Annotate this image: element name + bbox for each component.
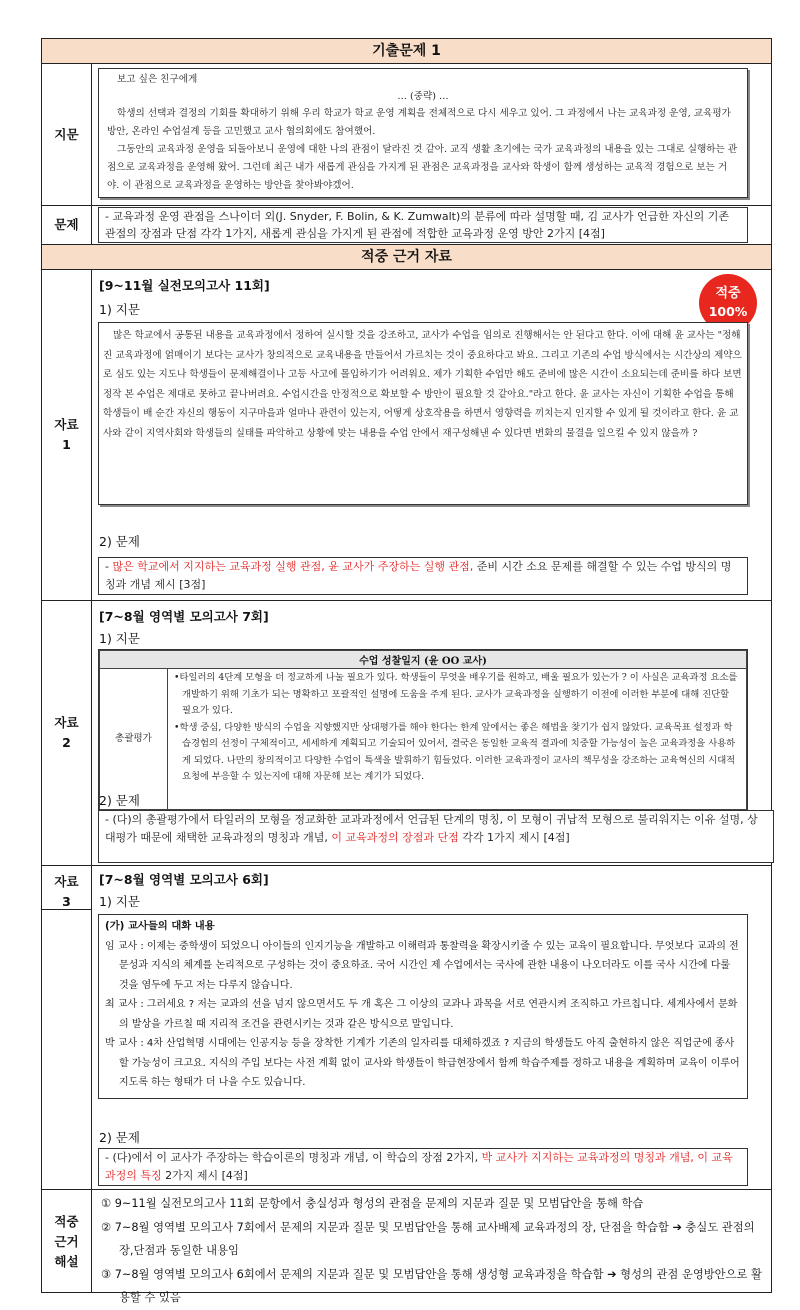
reference-1-label: 자료 1	[42, 270, 92, 600]
explanation-item-2: ② 7~8월 영역별 모의고사 7회에서 문제의 지문과 질문 및 모범답안을 통해 교사배제 교육과정의 장, 단점을 학습함 ➔ 충실도 관점의 장,단점과 동일한 내용임	[101, 1220, 755, 1257]
stamp-line-1: 적중	[715, 286, 741, 301]
explanation-label: 적중 근거 해설	[42, 1190, 92, 1293]
question-box: - 교육과정 운영 관점을 스나이더 외(J. Snyder, F. Bolin, & K. Zumwalt)의 분류에 따라 설명할 때, 김 교사가 언급한 자신의 기존 관점의 장점과 단점 각각 1가지, 새롭게 관심을 가지게 된 관점에 적합한 교육과정 운영 방안 2가지 [4점]	[98, 207, 748, 243]
stamp-line-2: 100%	[708, 304, 748, 319]
reference-3-label-spacer	[42, 910, 92, 1189]
dialogue-teacher-park: 박 교사 : 4차 산업혁명 시대에는 인공지능 등을 장착한 기계가 기존의 일자리를 대체하겠죠 ? 지금의 학생들도 아직 출현하지 않은 직업군에 종사할 가능성이 크고요. 지식의 주입 보다는 사전 계획 없이 교사와 학생들이 학급현장에서 함께 학습주제를 정하고 내용을 계획하며 교육이 이루어지도록 하는 형태가 더 나을 수도 있습니다.	[105, 1038, 740, 1088]
reference-2-label: 자료 2	[42, 601, 92, 865]
reflection-bullet-1: •타일러의 4단계 모형을 더 정교하게 나눌 필요가 있다. 학생들이 무엇을 배우기를 원하고, 배울 필요가 있는가 ? 이 사실은 교육과정 요소를 개발하기 위해 기초가 되는 명확하고 포괄적인 설명에 도움을 주게 된다. 교사가 교육과정을 실행하기 이전에 이러한 부분에 대해 진단할 필요가 있다.	[174, 672, 738, 716]
reference-1-question-rest: 준비 시간 소요 문제를 해결할 수 있는 수업 방식의 명칭과 개념 제시 [3점]	[105, 560, 732, 591]
reference-3-question-rest: 2가지 제시 [4점]	[161, 1169, 248, 1182]
reference-1-question-box	[98, 557, 748, 595]
reflection-log-table	[98, 649, 748, 811]
dialogue-teacher-lim: 임 교사 : 이제는 중학생이 되었으니 아이들의 인지기능을 개발하고 이해력과 통찰력을 확장시키줄 수 있는 교육이 필요합니다. 무엇보다 교과의 전문성과 지식의 체계를 논리적으로 구성하는 것이 중요하죠. 국어 시간인 제 수업에서는 국사에 관한 내용이 나오더라도 이를 국사 시간에 다룰 것을 염두에 두고 저는 다루지 않습니다.	[105, 940, 739, 991]
reference-2-question-highlight: 이 교육과정의 장점과 단점	[331, 830, 459, 844]
explanation-row	[42, 1190, 771, 1304]
reference-1-row	[42, 270, 771, 601]
dialogue-box	[98, 914, 748, 1099]
omission-mark: … (중략) …	[397, 91, 449, 102]
passage-label: 지문	[42, 64, 92, 205]
passage-row	[42, 64, 771, 206]
reference-1-question-heading: 2) 문제	[99, 534, 140, 549]
reference-3-question-main: - (다)에서 이 교사가 주장하는 학습이론의 명칭과 개념, 이 학습의 장점 2가지,	[105, 1151, 482, 1164]
reference-1-question-highlight: 많은 학교에서 지지하는 교육과정 실행 관점, 윤 교사가 주장하는 실행 관점,	[112, 560, 474, 573]
reference-1-passage-text: 많은 학교에서 공통된 내용을 교육과정에서 정하여 실시할 것을 강조하고, 교사가 수업을 임의로 진행해서는 안 된다고 한다. 이에 대해 윤 교사는 "정해진 교육과정에 얽매이기 보다는 교사가 창의적으로 교육내용을 만들어서 가르치는 것이 중요하다고 봐요. 그리고 기존의 수업 방식에서는 시간상의 제약으로 심도 있는 지도나 학생들이 문제해결이나 고등 사고에 몰입하기가 어려워요. 제가 기획한 수업만 해도 준비에 많은 시간이 소요되는데 준비를 하다 보면 정작 본 수업은 제대로 못하고 끝나버려요. 수업시간을 안정적으로 확보할 수 방안이 필요할 것 같아요."라고 한다. 윤 교사는 자신이 기획한 수업을 통해 학생들이 배 순간 자신의 행동이 지구마을과 얼마나 관련이 있는지, 어떻게 상호작용을 하면서 영향력을 끼치는지 인지할 수 있게 될 것이라고 한다. 윤 교사와 같이 지역사회와 학생들의 실태를 파악하고 상황에 맞는 내용을 수업 안에서 재구성해낸 수 있다면 변화의 물결을 일으킬 수 있지 않을까 ?	[103, 330, 742, 439]
question-row	[42, 206, 771, 245]
question-dash: -	[105, 560, 113, 573]
reference-3-source: [7~8월 영역별 모의고사 6회]	[99, 872, 269, 887]
reference-2-question-heading: 2) 문제	[99, 793, 140, 808]
reference-2-question-box	[98, 810, 774, 863]
section-title-past-exam: 기출문제 1	[42, 39, 771, 64]
explanation-item-3: ③ 7~8월 영역별 모의고사 6회에서 문제의 지문과 질문 및 모범답안을 통해 생성형 교육과정을 학습함 ➔ 형성의 관점 운영방안으로 활용할 수 있음	[101, 1267, 762, 1304]
reference-2-row	[42, 601, 771, 866]
reflection-log-title: 수업 성찰일지 (윤 OO 교사)	[100, 651, 747, 669]
reference-3-question-box	[98, 1148, 748, 1186]
reference-3-row	[42, 866, 771, 1190]
passage-paragraph-2: 그동안의 교육과정 운영을 되돌아보니 운영에 대한 나의 관점이 달라진 것 같아. 교직 생활 초기에는 국가 교육과정의 내용을 있는 그대로 실행하는 관점으로 교육과정을 운영해 왔어. 그런데 최근 내가 새롭게 관심을 가지게 된 관점은 교육과정을 교사와 학생이 함께 생성하는 교육적 경험으로 보는 거야. 이 관점으로 교육과정을 운영하는 방안을 찾아봐야겠어.	[107, 144, 738, 191]
reference-1-passage-heading: 1) 지문	[99, 302, 140, 317]
question-label: 문제	[42, 206, 92, 244]
explanation-body	[93, 1190, 771, 1304]
dialogue-teacher-choi: 최 교사 : 그러세요 ? 저는 교과의 선을 넘지 않으면서도 두 개 혹은 그 이상의 교과나 과목을 서로 연관시켜 조직하고 가르칩니다. 세계사에서 문화의 발상을 가르칠 때 지리적 조건을 관련시키는 것과 같은 방식으로 말입니다.	[105, 999, 738, 1030]
reflection-log-row-label: 총괄평가	[100, 669, 168, 810]
section-title-evidence: 적중 근거 자료	[42, 245, 771, 270]
passage-box	[98, 68, 748, 198]
reference-3-question-highlight: 박 교사가 지지하는 교육과정의 명칭과 개념, 이 교육과정의 특징	[105, 1151, 733, 1182]
exam-sheet	[41, 38, 772, 1304]
reference-3-question-heading: 2) 문제	[99, 1130, 140, 1145]
letter-greeting: 보고 싶은 친구에게	[117, 74, 198, 85]
reference-1-passage-box	[98, 322, 748, 505]
reference-3-label: 자료 3	[42, 866, 92, 910]
reference-2-question-rest: 각각 1가지 제시 [4점]	[458, 830, 570, 844]
reflection-log-content	[168, 669, 747, 810]
explanation-item-1: ① 9~11월 실전모의고사 11회 문항에서 충실성과 형성의 관점을 문제의 지문과 질문 및 모범답안을 통해 학습	[101, 1197, 644, 1210]
reflection-bullet-2: •학생 중심, 다양한 방식의 수업을 지향했지만 상대평가를 해야 한다는 한계 앞에서는 좋은 해법을 찾기가 쉽지 않았다. 교육목표 설정과 학습경험의 선정이 구체적이고, 세세하게 계획되고 기술되어 있어서, 결국은 동일한 교육적 결과에 치중할 가능성이 높은 교육과정을 사용하게 되었다. 나만의 창의적이고 다양한 수업이 특색을 발휘하기 힘들었다. 이러한 교육과정이 교사의 책무성을 강조하는 교육혁신의 시대적 요청에 부응할 수 있는지에 대해 자문해 보는 계기가 되었다.	[174, 721, 736, 782]
passage-paragraph-1: 학생의 선택과 결정의 기회를 확대하기 위해 우리 학교가 학교 운영 계획을 전체적으로 다시 세우고 있어. 그 과정에서 나는 교육과정 운영, 교육평가 방안, 온라인 수업설계 등을 고민했고 교사 협의회에도 참여했어.	[107, 108, 731, 137]
reference-2-source: [7~8월 영역별 모의고사 7회]	[99, 609, 269, 624]
reference-1-source: [9~11월 실전모의고사 11회]	[99, 278, 270, 293]
dialogue-title: (가) 교사들의 대화 내용	[105, 920, 215, 932]
reference-3-passage-heading: 1) 지문	[99, 894, 140, 909]
reference-2-passage-heading: 1) 지문	[99, 631, 140, 646]
reference-2-question-main: - (다)의 총괄평가에서 타일러의 모형을 정교화한 교과과정에서 언급된 단계의 명칭, 이 모형이 귀납적 모형으로 불리워지는 이유 설명, 상대평가 때문에 채택한 교육과정의 명칭과 개념,	[105, 813, 758, 844]
